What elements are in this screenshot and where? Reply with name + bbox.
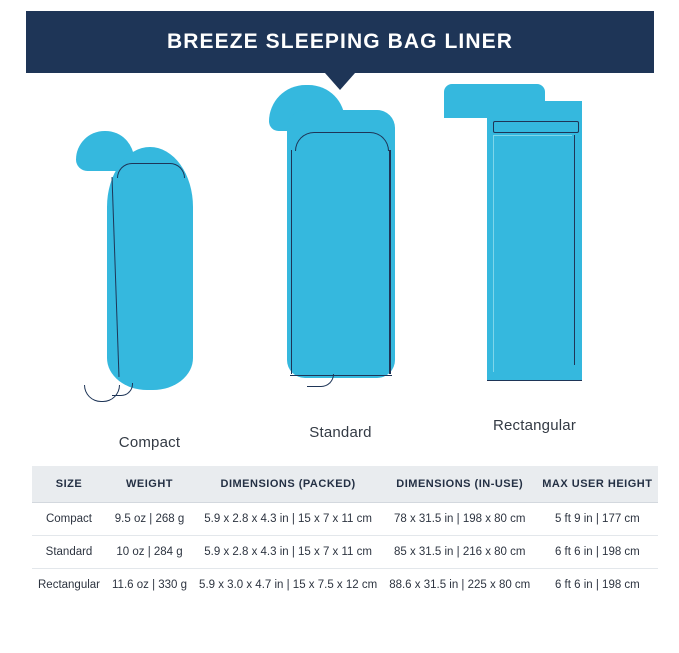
standard-cord-tail	[307, 374, 334, 387]
cell-dimensions-packed: 5.9 x 2.8 x 4.3 in | 15 x 7 x 11 cm	[193, 503, 383, 536]
cell-dimensions-packed: 5.9 x 3.0 x 4.7 in | 15 x 7.5 x 12 cm	[199, 579, 378, 591]
standard-drawcord-strap	[295, 132, 389, 151]
standard-zipper-left	[291, 150, 292, 374]
compact-drawcord-strap	[117, 163, 185, 178]
cell-weight: 10 oz | 284 g	[106, 536, 193, 569]
cell-max-user-height: 6 ft 6 in | 198 cm	[554, 579, 640, 591]
table-row	[32, 503, 658, 536]
rectangular-bottom-edge	[487, 380, 582, 381]
spec-table	[32, 466, 658, 601]
standard-bottom-edge	[290, 375, 392, 376]
cell-max-user-height: 6 ft 6 in | 198 cm	[536, 536, 658, 569]
compact-body	[107, 147, 193, 390]
rectangular-body	[487, 101, 582, 381]
compact-liner-illustration	[62, 147, 237, 412]
column-header-max-user-height: MAX USER HEIGHT	[536, 466, 658, 503]
cell-dimensions-packed: 5.9 x 2.8 x 4.3 in | 15 x 7 x 11 cm	[193, 536, 383, 569]
page-title: BREEZE SLEEPING BAG LINER	[166, 30, 514, 53]
cell-weight: 9.5 oz | 268 g	[106, 503, 193, 536]
cell-max-user-height: 5 ft 9 in | 177 cm	[536, 503, 658, 536]
column-header-dimensions-packed: DIMENSIONS (PACKED)	[193, 466, 383, 503]
product-illustrations	[0, 95, 679, 451]
banner-notch-triangle	[325, 73, 355, 90]
rectangular-liner-illustration	[447, 101, 622, 406]
banner-bar	[26, 11, 654, 73]
standard-liner-illustration	[253, 110, 428, 410]
cell-size: Compact	[32, 503, 106, 536]
table-row	[32, 536, 658, 569]
table-header-row	[32, 466, 658, 503]
column-header-size: SIZE	[32, 466, 106, 503]
specification-table	[32, 466, 653, 601]
rectangular-strap	[493, 121, 579, 133]
table-row	[32, 569, 658, 602]
header-banner	[26, 11, 654, 73]
rectangular-inner-panel	[493, 135, 572, 372]
rectangular-zipper-line	[574, 135, 575, 365]
product-label-standard: Standard	[309, 424, 372, 441]
compact-cord-tail	[112, 383, 133, 396]
product-rectangular	[447, 101, 622, 434]
cell-size: Rectangular	[38, 579, 101, 591]
product-standard	[253, 110, 428, 441]
cell-dimensions-inuse: 85 x 31.5 in | 216 x 80 cm	[383, 536, 536, 569]
product-label-rectangular: Rectangular	[492, 417, 577, 434]
cell-weight: 11.6 oz | 330 g	[112, 579, 188, 591]
cell-dimensions-inuse: 78 x 31.5 in | 198 x 80 cm	[383, 503, 536, 536]
product-label-compact: Compact	[118, 434, 181, 451]
compact-zipper-line	[111, 177, 119, 377]
standard-zipper-right	[389, 150, 390, 374]
column-header-weight: WEIGHT	[106, 466, 193, 503]
column-header-dimensions-inuse: DIMENSIONS (IN-USE)	[383, 466, 536, 503]
cell-dimensions-inuse: 88.6 x 31.5 in | 225 x 80 cm	[389, 579, 531, 591]
standard-body	[287, 110, 395, 378]
cell-size: Standard	[32, 536, 106, 569]
product-compact	[62, 147, 237, 451]
